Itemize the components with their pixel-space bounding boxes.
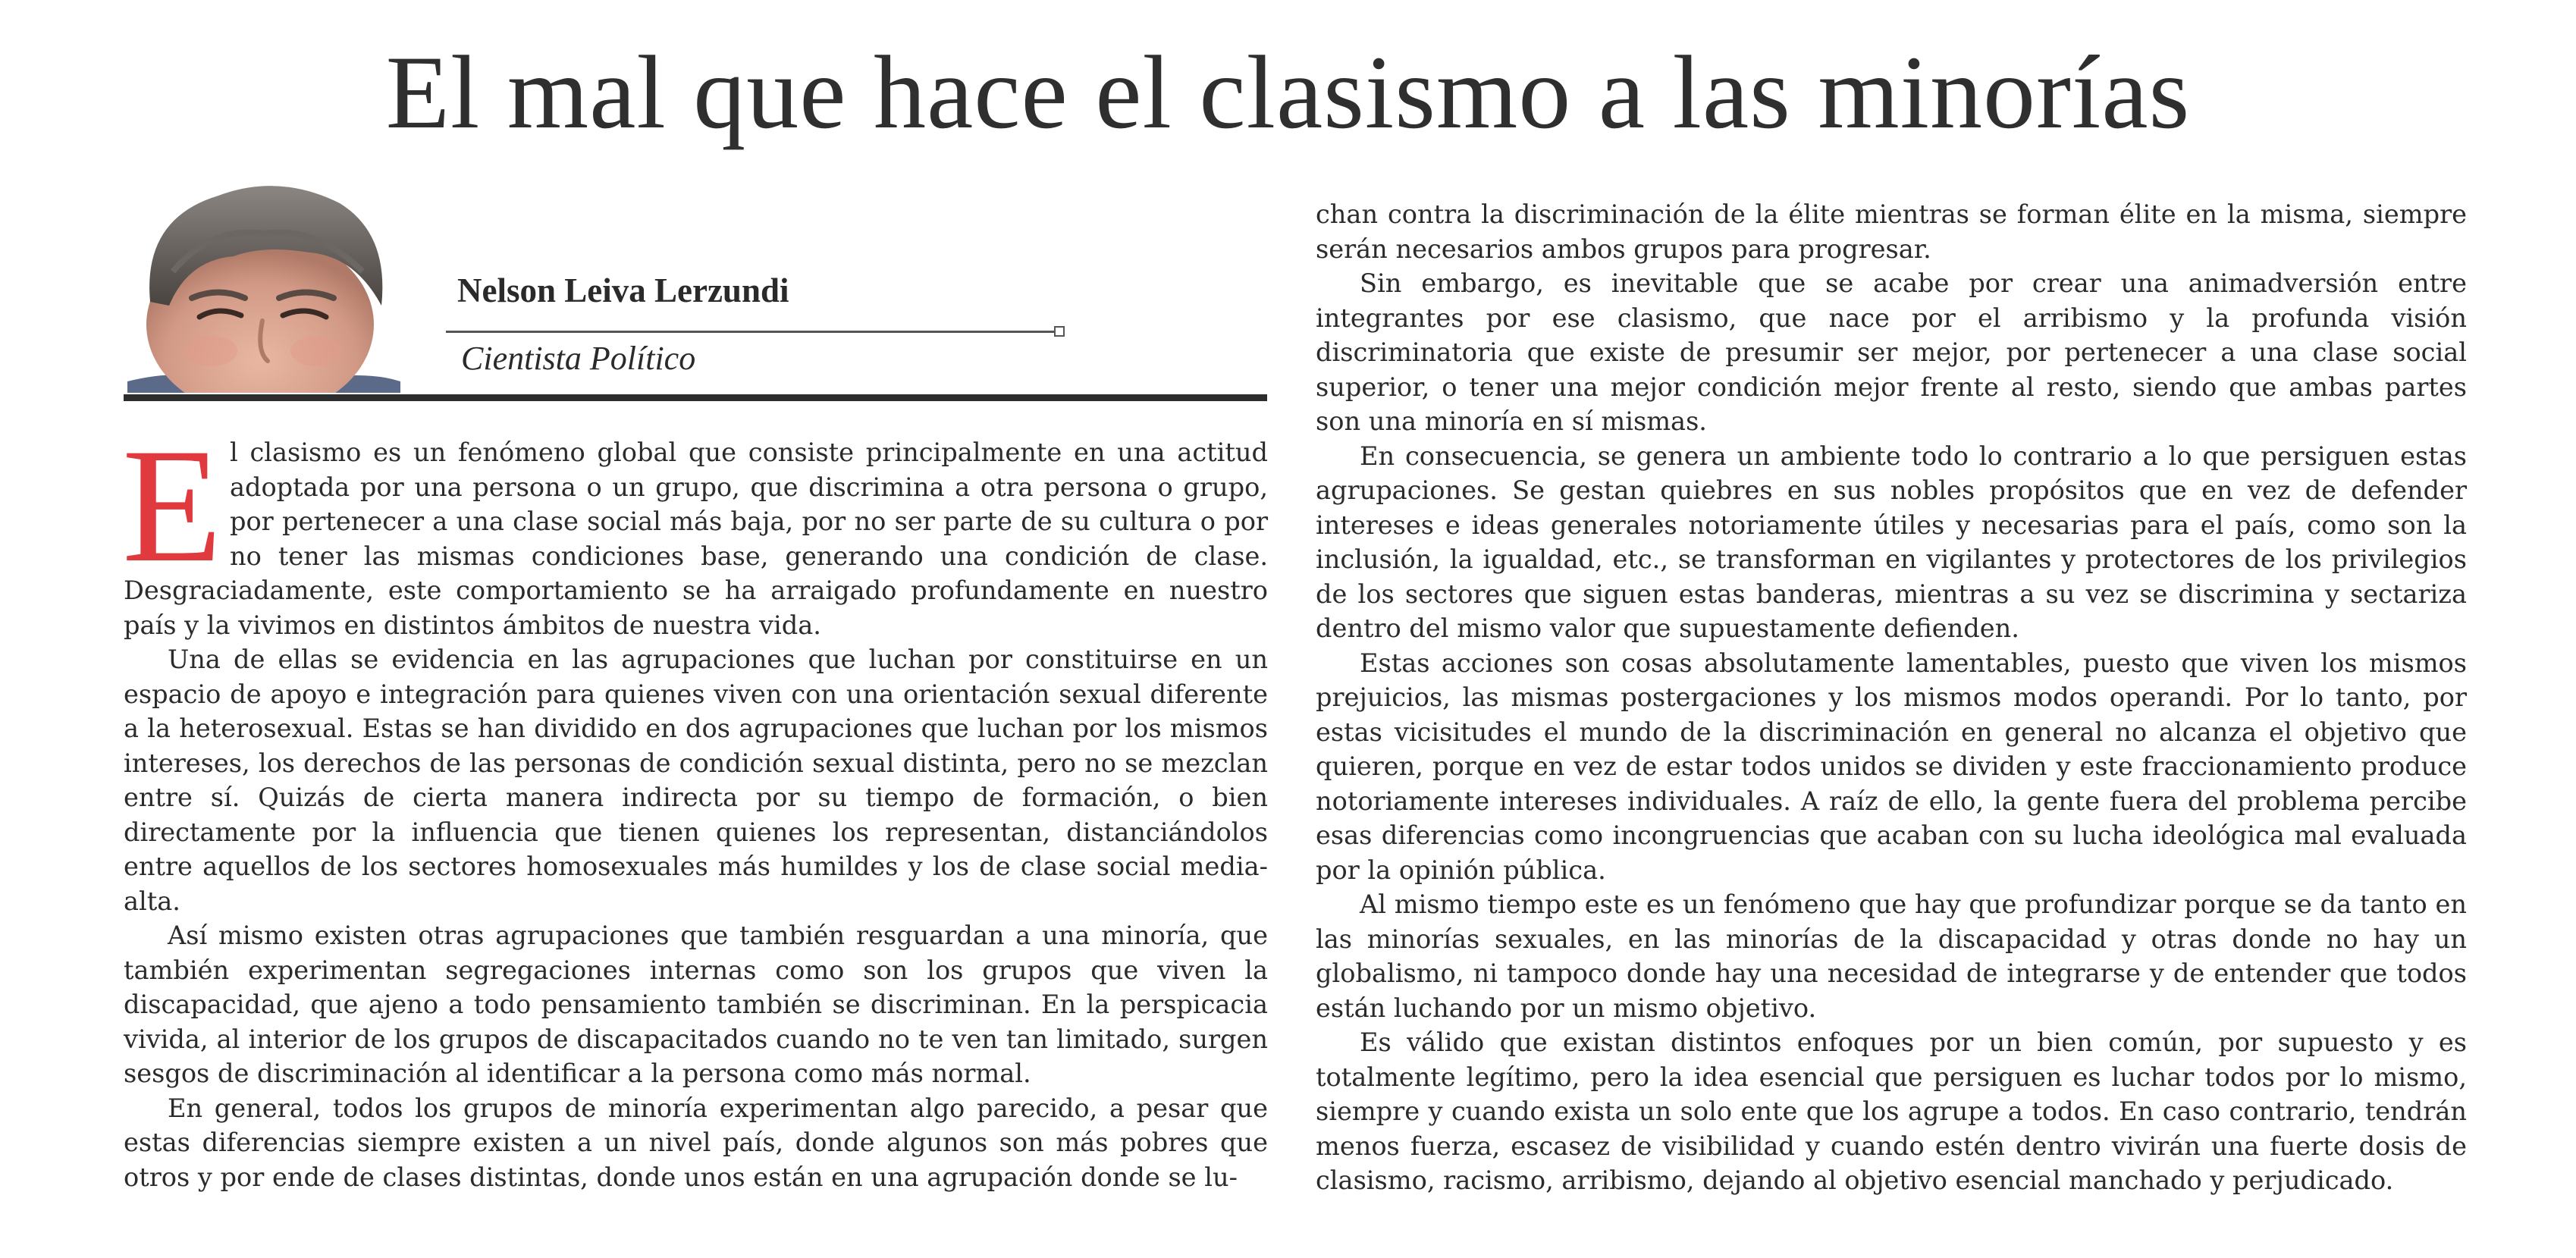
paragraph: chan contra la discriminación de la élite mientras se forman élite en la misma, siempre serán necesarios ambos grupos para progresar.: [1316, 199, 2467, 264]
author-photo: [127, 173, 400, 393]
article-title: El mal que hace el clasismo a las minorías: [385, 34, 2191, 150]
paragraph: [122, 415, 1268, 642]
paragraph: Es válido que existan distintos enfoques por un bien común, por supuesto y es totalmente legítimo, pero la idea esencial que persiguen es luchar todos por lo mismo, siempre y cuando exista un solo ente que los agrupe a todos. En caso contrario, tendrán menos fuerza, escasez de visibilidad y cuando estén dentro vivirán una fuerte dosis de clasismo, racismo, arribismo, dejando al objetivo esencial manchado y perjudicado.: [1316, 1027, 2467, 1195]
author-name: Nelson Leiva Lerzundi: [457, 271, 789, 309]
header-divider: [124, 394, 1267, 401]
article-column-left: [122, 415, 1268, 1194]
author-role: Cientista Político: [461, 340, 696, 377]
article-column-right: [1316, 197, 2467, 1198]
drop-cap: E: [122, 415, 222, 596]
paragraph: Estas acciones son cosas absolutamente lamentables, puesto que viven los mismos prejuicios, las mismas postergaciones y los mismos modos operandi. Por lo tanto, por estas vicisitudes el mundo de la discriminación en general no alcanza el objetivo que quieren, porque en vez de estar todos unidos se dividen y este fraccionamiento produce notoriamente intereses individuales. A raíz de ello, la gente fuera del problema percibe esas diferencias como incongruencias que acaban con su lucha ideológica mal evaluada por la opinión pública.: [1316, 648, 2467, 885]
paragraph-text: l clasismo es un fenómeno global que consiste principalmente en una actitud adoptada por una persona o un grupo, que discrimina a otra persona o grupo, por pertenecer a una clase social más baja, por no ser parte de su cultura o por no tener las mismas condiciones base, generando una condición de clase. Desgraciadamente, este comportamiento se ha arraigado profundamente en nuestro país y la vivimos en distintos ámbitos de nuestra vida.: [124, 438, 1268, 640]
paragraph: Sin embargo, es inevitable que se acabe por crear una animadversión entre integrantes por ese clasismo, que nace por el arribismo y la profunda visión discriminatoria que existe de presumir ser mejor, por pertenecer a una clase social superior, o tener una mejor condición mejor frente al resto, siendo que ambas partes son una minoría en sí mismas.: [1316, 268, 2467, 436]
paragraph: En consecuencia, se genera un ambiente todo lo contrario a lo que persiguen estas agrupaciones. Se gestan quiebres en sus nobles propósitos que en vez de defender intereses e ideas generales notoriamente útiles y necesarias para el país, como son la inclusión, la igualdad, etc., se transforman en vigilantes y protectores de los privilegios de los sectores que siguen estas banderas, mientras a su vez se discrimina y sectariza dentro del mismo valor que supuestamente defienden.: [1316, 441, 2467, 643]
paragraph: Una de ellas se evidencia en las agrupaciones que luchan por constituirse en un espacio de apoyo e integración para quienes viven con una orientación sexual diferente a la heterosexual. Estas se han dividido en dos agrupaciones que luchan por los mismos intereses, los derechos de las personas de condición sexual distinta, pero no se mezclan entre sí. Quizás de cierta manera indirecta por su tiempo de formación, o bien directamente por la influencia que tienen quienes los representan, distanciándolos entre aquellos de los sectores homosexuales más humildes y los de clase social media-alta.: [124, 645, 1268, 916]
paragraph: Al mismo tiempo este es un fenómeno que hay que profundizar porque se da tanto en las minorías sexuales, en las minorías de la discapacidad y otras donde no hay un globalismo, ni tampoco donde hay una necesidad de integrarse y de entender que todos están luchando por un mismo objetivo.: [1316, 889, 2467, 1023]
paragraph: Así mismo existen otras agrupaciones que también resguardan a una minoría, que también experimentan segregaciones internas como son los grupos que viven la discapacidad, que ajeno a todo pensamiento también se discriminan. En la perspicacia vivida, al interior de los grupos de discapacitados cuando no te ven tan limitado, surgen sesgos de discriminación al identificar a la persona como más normal.: [124, 921, 1268, 1088]
byline-rule-endcap: [1054, 326, 1065, 337]
byline: [124, 165, 1267, 402]
paragraph: En general, todos los grupos de minoría experimentan algo parecido, a pesar que estas diferencias siempre existen a un nivel país, donde algunos son más pobres que otros y por ende de clases distintas, donde unos están en una agrupación donde se lu-: [124, 1093, 1268, 1192]
byline-rule: [446, 331, 1060, 333]
